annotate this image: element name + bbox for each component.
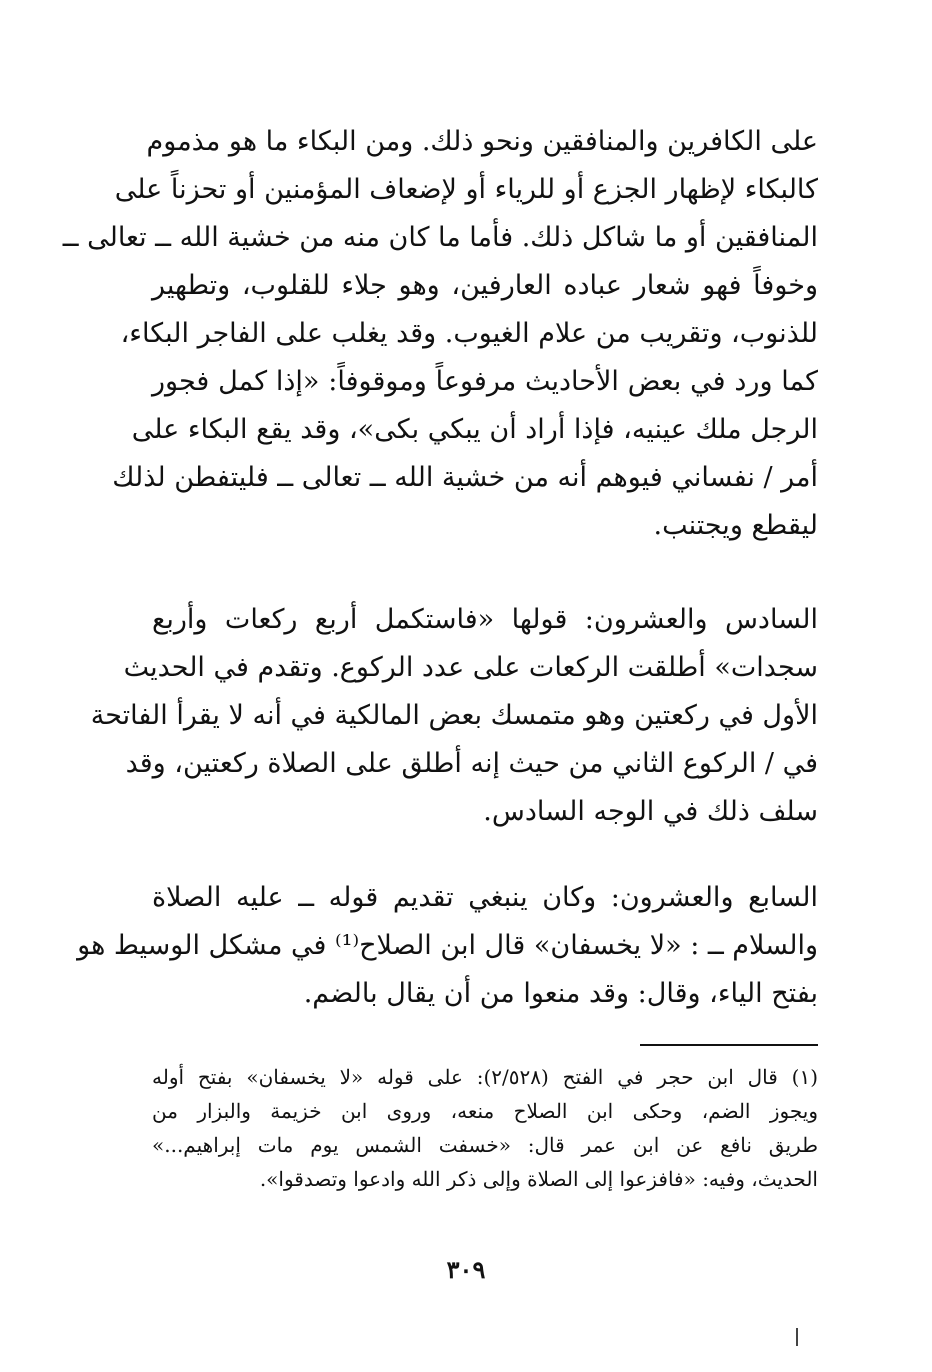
- footnote-line: ويجوز الضم، وحكى ابن الصلاح منعه، وروى ابن خزيمة والبزار من: [152, 1099, 818, 1123]
- text-line: السادس والعشرون: قولها «فاستكمل أربع ركعات وأربع: [152, 604, 818, 635]
- text-line: أمر / نفساني فيوهم أنه من خشية الله ــ تعالى ــ فليتفطن لذلك: [112, 462, 818, 493]
- text-line: في / الركوع الثاني من حيث إنه أطلق على الصلاة ركعتين، وقد: [125, 748, 818, 779]
- text-line: كما ورد في بعض الأحاديث مرفوعاً وموقوفاً: «إذا كمل فجور: [152, 366, 818, 397]
- text-line: المنافقين أو ما شاكل ذلك. فأما ما كان منه من خشية الله ــ تعالى ــ: [62, 222, 818, 253]
- paragraph-1: [62, 118, 818, 550]
- text-line: الرجل ملك عينيه، فإذا أراد أن يبكي بكى»، وقد يقع البكاء على: [131, 414, 818, 445]
- text-line: السابع والعشرون: وكان ينبغي تقديم قوله ــ عليه الصلاة: [152, 882, 818, 913]
- paragraph-2: [90, 596, 818, 836]
- text-line: والسلام ــ : «لا يخسفان» قال ابن الصلاح⁽¹⁾ في مشكل الوسيط هو: [77, 930, 818, 961]
- text-line: سجدات» أطلقت الركعات على عدد الركوع. وتقدم في الحديث: [123, 652, 818, 683]
- scan-mark: [796, 1328, 798, 1346]
- page-number: ٣٠٩: [446, 1255, 486, 1284]
- text-line: ليقطع ويجتنب.: [653, 510, 818, 541]
- footnote: [152, 1060, 818, 1196]
- text-line: وخوفاً فهو شعار عباده العارفين، وهو جلاء للقلوب، وتطهير: [152, 270, 818, 301]
- text-line: سلف ذلك في الوجه السادس.: [483, 796, 818, 827]
- text-line: للذنوب، وتقريب من علام الغيوب. وقد يغلب على الفاجر البكاء،: [120, 318, 818, 349]
- footnote-line: طريق نافع عن ابن عمر قال: «خسفت الشمس يوم مات إبراهيم...»: [152, 1133, 818, 1157]
- text-line: على الكافرين والمنافقين ونحو ذلك. ومن البكاء ما هو مذموم: [146, 126, 818, 157]
- text-line: الأول في ركعتين وهو متمسك بعض المالكية في أنه لا يقرأ الفاتحة: [90, 700, 818, 731]
- text-line: كالبكاء لإظهار الجزع أو للرياء أو لإضعاف المؤمنين أو تحزناً على: [114, 174, 818, 205]
- text-line: بفتح الياء، وقال: وقد منعوا من أن يقال بالضم.: [303, 978, 818, 1009]
- footnote-line: الحديث، وفيه: «فافزعوا إلى الصلاة وإلى ذكر الله وادعوا وتصدقوا».: [259, 1167, 818, 1191]
- paragraph-3: [77, 874, 818, 1018]
- footnote-line: (١) قال ابن حجر في الفتح (٢/٥٢٨): على قوله «لا يخسفان» بفتح أوله: [152, 1065, 818, 1089]
- footnote-divider: [640, 1044, 818, 1046]
